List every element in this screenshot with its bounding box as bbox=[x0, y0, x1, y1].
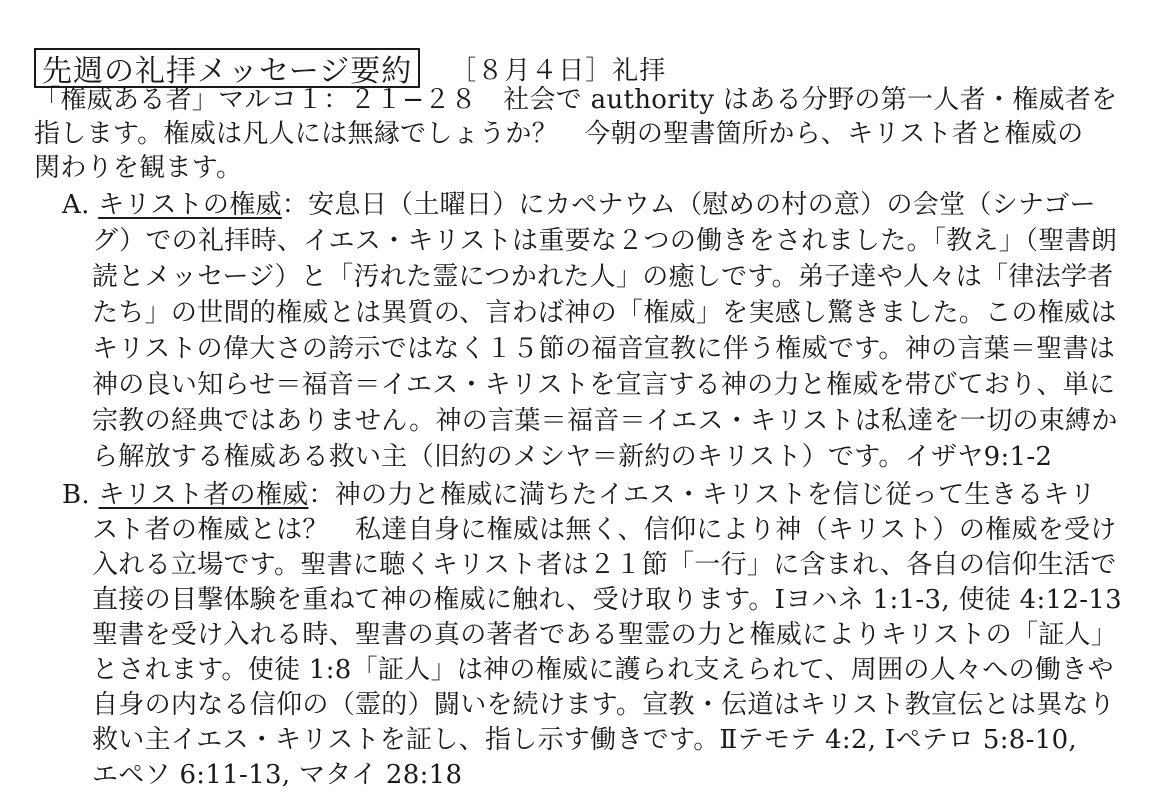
section-b-line: スト者の権威とは？ 私達自身に権威は無く、信仰により神（キリスト）の権威を受け bbox=[92, 515, 1117, 545]
section-b-heading: キリスト者の権威 bbox=[98, 480, 309, 510]
section-a-first-line bbox=[62, 188, 1096, 222]
section-b-line: エペソ 6:11-13, マタイ 28:18 bbox=[92, 760, 463, 790]
section-a-heading: キリストの権威 bbox=[98, 190, 282, 220]
intro-line: 関わりを観ます。 bbox=[34, 153, 243, 183]
section-a-line: 宗教の経典ではありません。神の言葉＝福音＝イエス・キリストは私達を一切の束縛か bbox=[92, 406, 1118, 436]
section-b-label: B. bbox=[62, 480, 90, 510]
intro-line: 「権威ある者」マルコ１：２１−２８ 社会で authority はある分野の第一人者・権威者を bbox=[34, 85, 1118, 115]
section-a-line: 読とメッセージ）と「汚れた霊につかれた人」の癒しです。弟子達や人々は「律法学者 bbox=[92, 262, 1114, 292]
section-a-line: たち」の世間的権威とは異質の、言わば神の「権威」を実感し驚きました。この権威は bbox=[92, 298, 1117, 328]
section-b-line: 入れる立場です。聖書に聴くキリスト者は２１節「一行」に含まれ、各自の信仰生活で bbox=[92, 550, 1117, 580]
section-a-line: ら解放する権威ある救い主（旧約のメシヤ＝新約のキリスト）です。イザヤ9:1-2 bbox=[92, 442, 1053, 472]
service-date: ［８月４日］礼拝 bbox=[450, 55, 667, 86]
section-b-line: 聖書を受け入れる時、聖書の真の著者である聖霊の力と権威によりキリストの「証人」 bbox=[92, 620, 1118, 650]
section-b-line: 自身の内なる信仰の（霊的）闘いを続けます。宣教・伝道はキリスト教宣伝とは異なり bbox=[92, 690, 1116, 720]
header bbox=[34, 48, 666, 88]
section-a-text: ：安息日（土曜日）にカペナウム（慰めの村の意）の会堂（シナゴー bbox=[281, 190, 1096, 220]
section-a-line: キリストの偉大さの誇示ではなく１５節の福音宣教に伴う権威です。神の言葉＝聖書は bbox=[92, 334, 1116, 364]
section-a-line: 神の良い知らせ＝福音＝イエス・キリストを宣言する神の力と権威を帯びており、単に bbox=[92, 370, 1116, 400]
section-b-line: 救い主イエス・キリストを証し、指し示す働きです。Ⅱテモテ 4:2, Ⅰペテロ 5:8-10, bbox=[92, 725, 1077, 755]
intro-line: 指します。権威は凡人には無縁でしょうか？ 今朝の聖書箇所から、キリスト者と権威の bbox=[34, 119, 1084, 149]
section-a-line: グ）での礼拝時、イエス・キリストは重要な２つの働きをされました。「教え」（聖書朗 bbox=[92, 226, 1118, 256]
section-b-line: 直接の目撃体験を重ねて神の権威に触れ、受け取ります。Ⅰヨハネ 1:1-3, 使徒 4:12-13 bbox=[92, 585, 1122, 615]
section-b-line: とされます。使徒 1:8「証人」は神の権威に護られ支えられて、周囲の人々への働きや bbox=[92, 655, 1114, 685]
section-a-label: A. bbox=[62, 190, 90, 220]
page-title: 先週の礼拝メッセージ要約 bbox=[34, 48, 420, 88]
section-b-text: ：神の力と権威に満ちたイエス・キリストを信じ従って生きるキリ bbox=[308, 480, 1096, 510]
section-b-first-line bbox=[62, 478, 1096, 512]
